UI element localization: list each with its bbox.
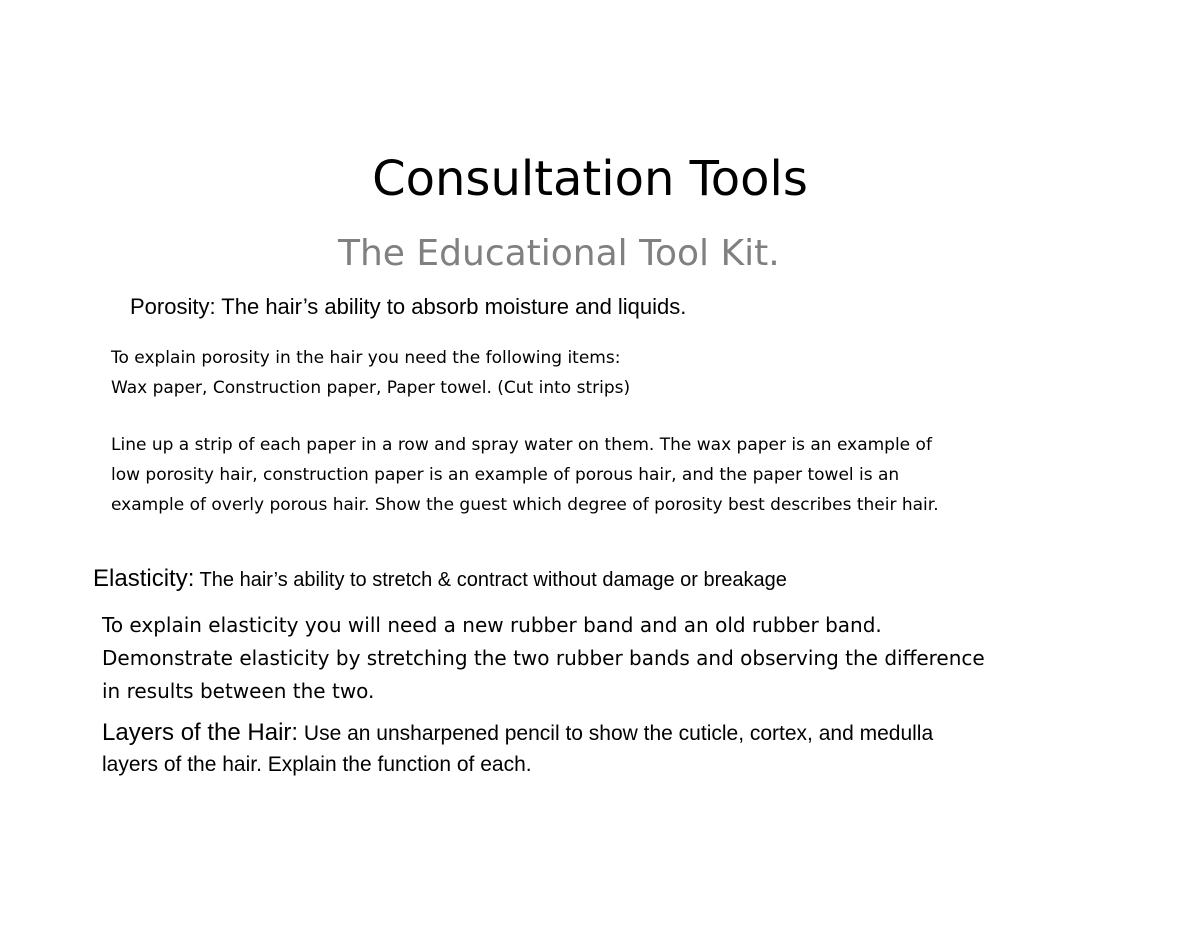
porosity-description-line: Line up a strip of each paper in a row and spray water on them. The wax paper is an example of xyxy=(111,435,932,455)
elasticity-description-line: in results between the two. xyxy=(102,679,375,703)
elasticity-term: Elasticity: xyxy=(93,565,195,592)
layers-line-2: layers of the hair. Explain the function of each. xyxy=(102,753,532,776)
elasticity-definition: The hair’s ability to stretch & contract without damage or breakage xyxy=(194,569,787,591)
elasticity-description xyxy=(102,609,985,708)
porosity-heading: Porosity: The hair’s ability to absorb moisture and liquids. xyxy=(130,294,687,319)
porosity-intro-line: Wax paper, Construction paper, Paper towel. (Cut into strips) xyxy=(111,378,631,398)
layers-line-1 xyxy=(102,717,933,749)
layers-of-hair-section xyxy=(102,717,933,780)
elasticity-heading xyxy=(93,564,787,597)
porosity-description xyxy=(111,430,939,520)
porosity-description-line: low porosity hair, construction paper is an example of porous hair, and the paper towel is an xyxy=(111,465,900,485)
porosity-intro xyxy=(111,343,630,403)
elasticity-description-line: To explain elasticity you will need a new rubber band and an old rubber band. xyxy=(102,613,882,637)
elasticity-description-line: Demonstrate elasticity by stretching the two rubber bands and observing the difference xyxy=(102,646,985,670)
porosity-description-line: example of overly porous hair. Show the guest which degree of porosity best describes their hair. xyxy=(111,495,939,515)
layers-text-1: Use an unsharpened pencil to show the cuticle, cortex, and medulla xyxy=(298,722,934,745)
page-subtitle: The Educational Tool Kit. xyxy=(338,233,780,274)
page-title: Consultation Tools xyxy=(372,151,808,207)
porosity-intro-line: To explain porosity in the hair you need the following items: xyxy=(111,348,621,368)
layers-term: Layers of the Hair: xyxy=(102,719,299,746)
